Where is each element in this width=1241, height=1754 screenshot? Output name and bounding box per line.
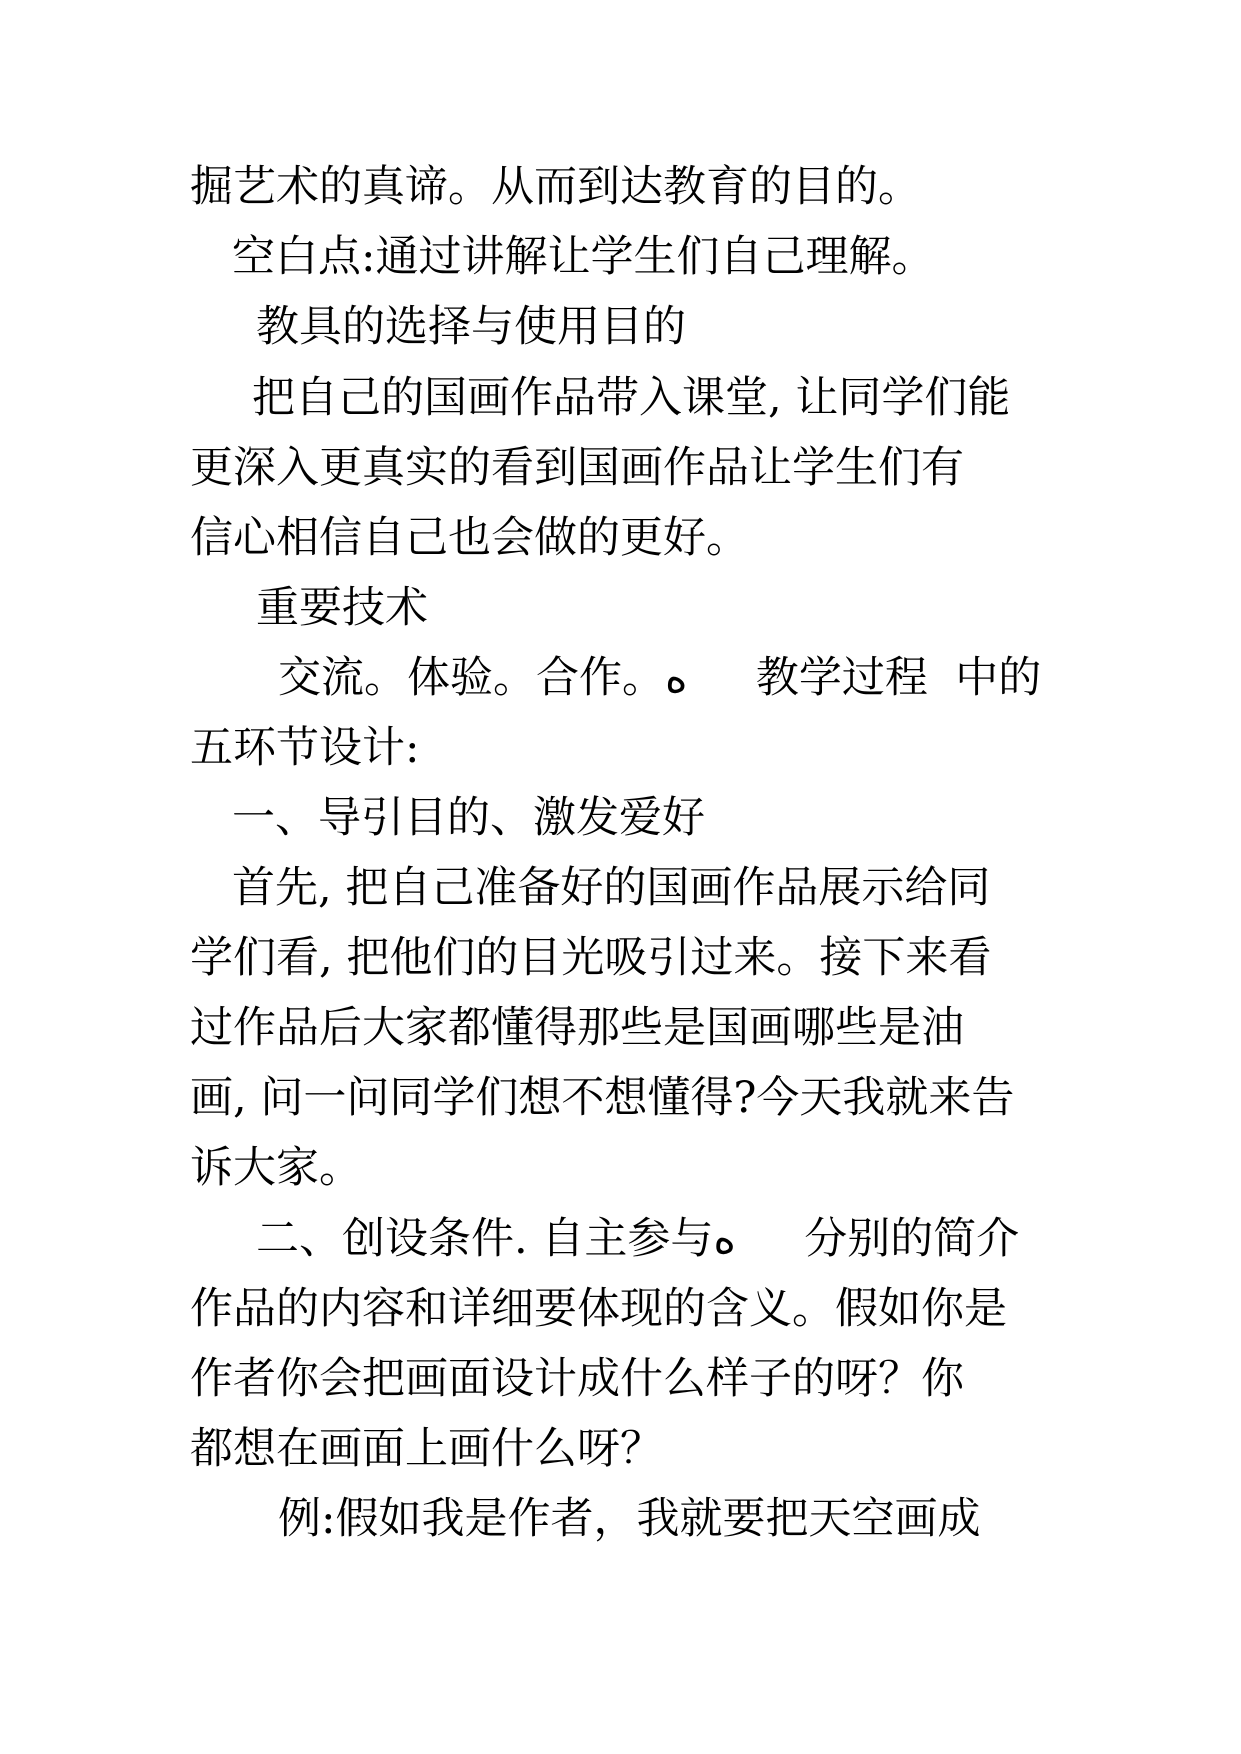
text-line: 首先, 把自己准备好的国画作品展示给同 — [232, 863, 991, 913]
text-line: 作者你会把画面设计成什么样子的呀？你 — [190, 1354, 964, 1404]
text-line: 作品的内容和详细要体现的含义。假如你是 — [190, 1284, 1007, 1334]
text-line: 更深入更真实的看到国画作品让学生们有 — [190, 443, 964, 493]
text-line: 掘艺术的真谛。从而到达教育的目的。 — [190, 162, 921, 212]
text-line: 把自己的国画作品带入课堂, 让同学们能 — [252, 373, 1011, 423]
text-line: 都想在画面上画什么呀？ — [190, 1424, 663, 1474]
text-line: 诉大家。 — [190, 1143, 362, 1193]
text-line: 信心相信自己也会做的更好。 — [190, 513, 749, 563]
text-line: 空白点:通过讲解让学生们自己理解。 — [232, 232, 935, 282]
section-heading: 一、导引目的、激发爱好 — [232, 793, 705, 843]
text-line: 交流。体验。合作。ه 教学过程 中的 — [278, 653, 1042, 703]
section-heading: 重要技术 — [256, 583, 428, 633]
section-heading: 教具的选择与使用目的 — [256, 302, 686, 352]
text-line: 画, 问一问同学们想不想懂得?今天我就来告 — [190, 1073, 1015, 1123]
text-line: 例:假如我是作者，我就要把天空画成 — [278, 1494, 981, 1544]
text-line: 学们看, 把他们的目光吸引过来。接下来看 — [190, 933, 992, 983]
text-line: 五环节设计: — [190, 723, 420, 773]
text-line: 过作品后大家都懂得那些是国画哪些是油 — [190, 1003, 964, 1053]
text-line: 二、创设条件. 自主参与ه 分别的简介 — [256, 1214, 1020, 1264]
